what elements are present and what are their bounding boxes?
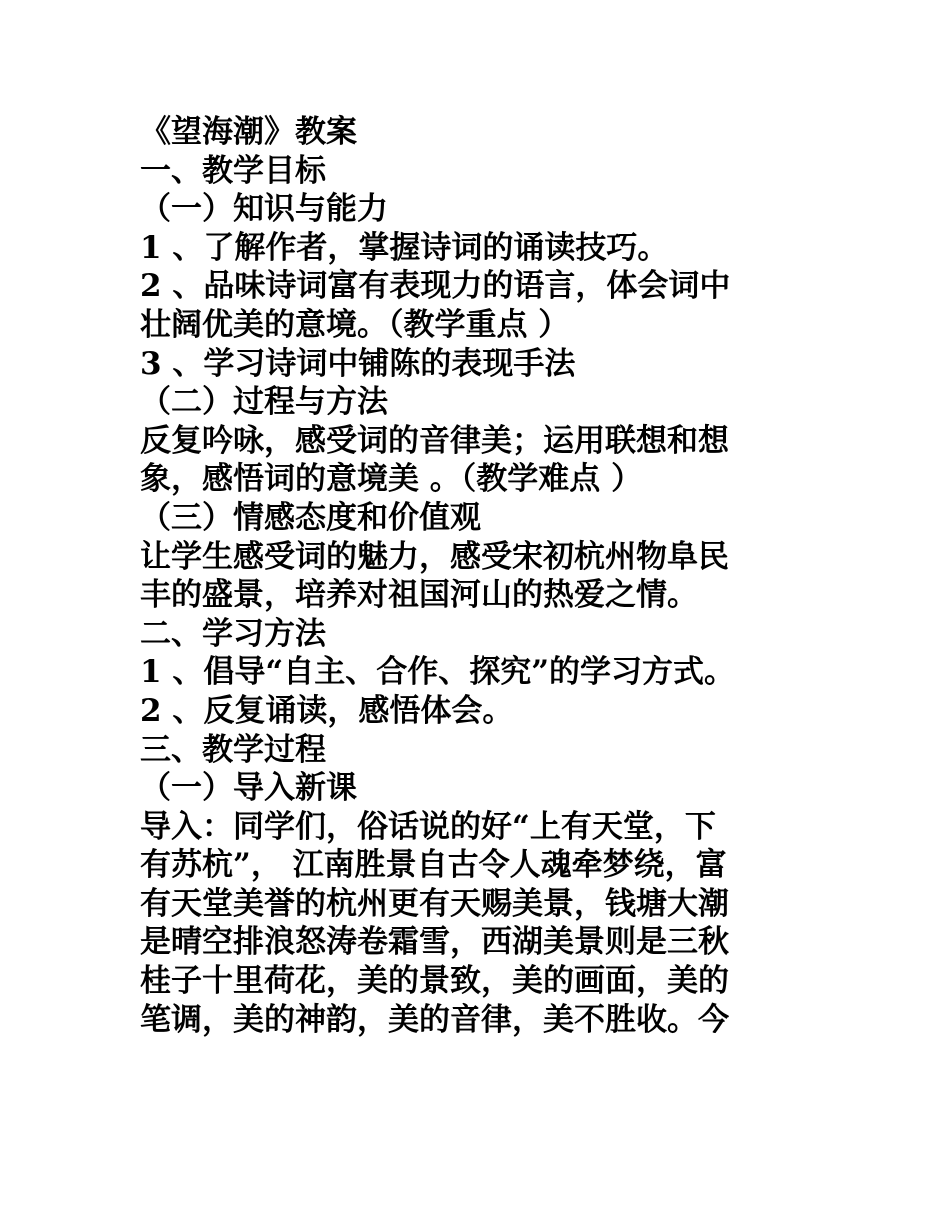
section-heading-objectives: 一、教学目标	[140, 152, 326, 189]
text-line: 1 、了解作者，掌握诗词的诵读技巧。	[140, 229, 669, 266]
text-line: 有苏杭”， 江南胜景自古令人魂牵梦绕，富	[140, 847, 727, 884]
text-line: 3 、学习诗词中铺陈的表现手法	[140, 345, 576, 382]
section-heading-process: 三、教学过程	[140, 731, 326, 768]
section-heading-methods: 二、学习方法	[140, 615, 326, 652]
text-line: 笔调，美的神韵，美的音律，美不胜收。今	[140, 1001, 729, 1038]
document-title: 《望海潮》教案	[140, 114, 357, 150]
subsection-introduction: （一）导入新课	[140, 770, 357, 807]
text-line: 2 、品味诗词富有表现力的语言，体会词中	[140, 268, 731, 305]
text-line: 壮阔优美的意境。（教学重点 ）	[140, 306, 570, 343]
subsection-knowledge-ability: （一）知识与能力	[140, 191, 388, 228]
text-line: 象，感悟词的意境美 。（教学难点 ）	[140, 461, 643, 498]
text-line: 让学生感受词的魅力，感受宋初杭州物阜民	[140, 538, 729, 575]
text-line: 1 、倡导“自主、合作、探究”的学习方式。	[140, 654, 736, 691]
text-line: 桂子十里荷花，美的景致，美的画面，美的	[140, 963, 729, 1000]
text-line: 2 、反复诵读，感悟体会。	[140, 692, 514, 729]
text-line: 导入：同学们，俗话说的好“上有天堂，下	[140, 808, 716, 845]
document-body	[140, 113, 840, 1039]
subsection-emotion-values: （三）情感态度和价值观	[140, 499, 481, 536]
text-line: 反复吟咏，感受词的音律美；运用联想和想	[140, 422, 729, 459]
text-line: 丰的盛景，培养对祖国河山的热爱之情。	[140, 577, 698, 614]
text-line: 是晴空排浪怒涛卷霜雪，西湖美景则是三秋	[140, 924, 729, 961]
text-line: 有天堂美誉的杭州更有天赐美景，钱塘大潮	[140, 885, 729, 922]
subsection-process-method: （二）过程与方法	[140, 384, 388, 421]
